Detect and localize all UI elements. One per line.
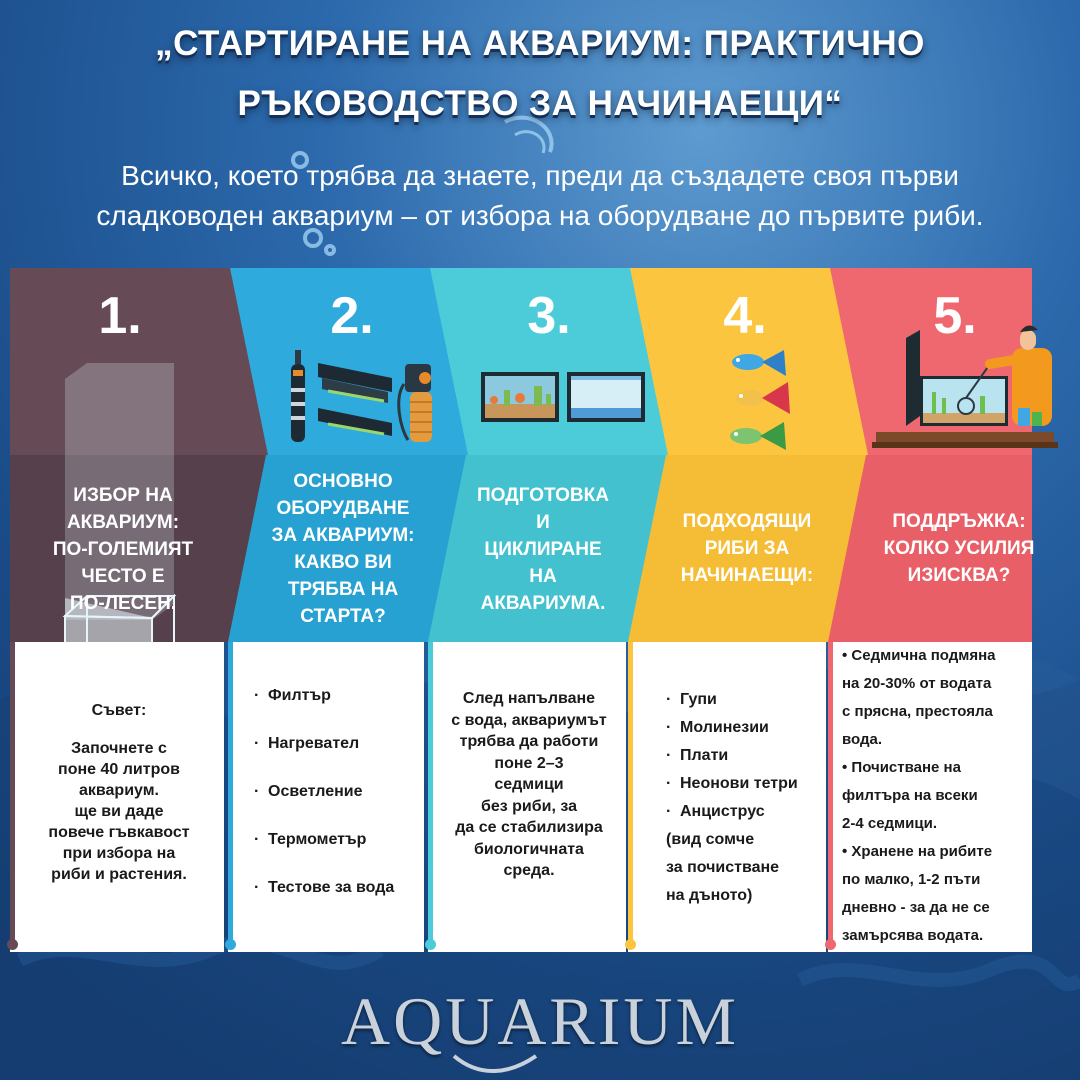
- step-1-number: 1.: [98, 287, 142, 345]
- step-4-list: [666, 686, 798, 826]
- step-3-text: След напълване с вода, аквариумът трябва да работи поне 2–3 седмици без риби, за да се стабилизира биологичната среда.: [451, 690, 607, 879]
- list-item: · Термометър: [254, 831, 367, 848]
- step-3-card: [428, 642, 626, 952]
- list-item: · Анциструс: [666, 803, 765, 820]
- list-item: • Хранене на рибите по малко, 1-2 пъти дневно - за да не се замърсява водата.: [842, 843, 993, 944]
- list-item: · Нагревател: [254, 735, 360, 752]
- steps-banner: [0, 268, 1080, 642]
- step-5-number: 5.: [933, 287, 977, 345]
- page-title: [0, 14, 1080, 134]
- list-item: · Филтър: [254, 687, 331, 704]
- step-1-title: ИЗБОР НА АКВАРИУМ: ПО-ГОЛЕМИЯТ ЧЕСТО Е ПО-ЛЕСЕН.: [52, 485, 194, 614]
- page-subtitle: [0, 156, 1080, 236]
- logo-swirl-icon: [450, 1052, 540, 1076]
- step-5-bar: [828, 642, 833, 944]
- step-4-number: 4.: [723, 287, 767, 345]
- step-2-title: ОСНОВНО ОБОРУДВАНЕ ЗА АКВАРИУМ: КАКВО ВИ ТРЯБВА НА СТАРТА?: [271, 471, 415, 627]
- step-1-bar: [10, 642, 15, 944]
- step-1-card: [10, 642, 224, 952]
- list-item: • Почистване на филтъра на всеки 2-4 седмици.: [842, 759, 978, 832]
- step-3-bar: [428, 642, 433, 944]
- step-3-number: 3.: [527, 287, 571, 345]
- step-1-tip-text: Започнете с поне 40 литров аквариум. ще ви даде повече гъвкавост при избора на риби и растения.: [48, 740, 190, 883]
- step-3-title: ПОДГОТОВКА И ЦИКЛИРАНЕ НА АКВАРИУМА.: [477, 485, 609, 614]
- step-2-card: [228, 642, 424, 952]
- list-item: · Осветление: [254, 783, 363, 800]
- step-5-list: [842, 642, 1028, 950]
- step-5-title: ПОДДРЪЖКА: КОЛКО УСИЛИЯ ИЗИСКВА?: [883, 511, 1035, 586]
- list-item: • Седмична подмяна на 20-30% от водата с прясна, престояла вода.: [842, 647, 996, 748]
- step-4-bar: [628, 642, 633, 944]
- step-5-card: [828, 642, 1032, 952]
- list-item: · Гупи: [666, 691, 717, 708]
- step-4-card: [628, 642, 826, 952]
- list-item: · Плати: [666, 747, 729, 764]
- list-item: · Молинезии: [666, 719, 769, 736]
- subtitle-line-2: сладководен аквариум – от избора на оборудване до първите риби.: [96, 200, 984, 231]
- step-2-list: [254, 684, 394, 900]
- list-item: · Тестове за вода: [254, 879, 395, 896]
- step-1-tip-label: Съвет:: [91, 702, 147, 719]
- step-4-note: (вид сомче за почистване на дъното): [666, 831, 780, 904]
- list-item: · Неонови тетри: [666, 775, 798, 792]
- step-2-bar: [228, 642, 233, 944]
- aquarium-logo: AQUARIUM: [341, 983, 739, 1059]
- title-line-2: РЪКОВОДСТВО ЗА НАЧИНАЕЩИ“: [237, 84, 843, 123]
- subtitle-line-1: Всичко, което трябва да знаете, преди да създадете своя първи: [121, 160, 959, 191]
- step-4-title: ПОДХОДЯЩИ РИБИ ЗА НАЧИНАЕЩИ:: [680, 511, 814, 586]
- step-2-number: 2.: [330, 287, 374, 345]
- title-line-1: „СТАРТИРАНЕ НА АКВАРИУМ: ПРАКТИЧНО: [155, 24, 925, 63]
- guppy-fish-icon: [730, 350, 790, 450]
